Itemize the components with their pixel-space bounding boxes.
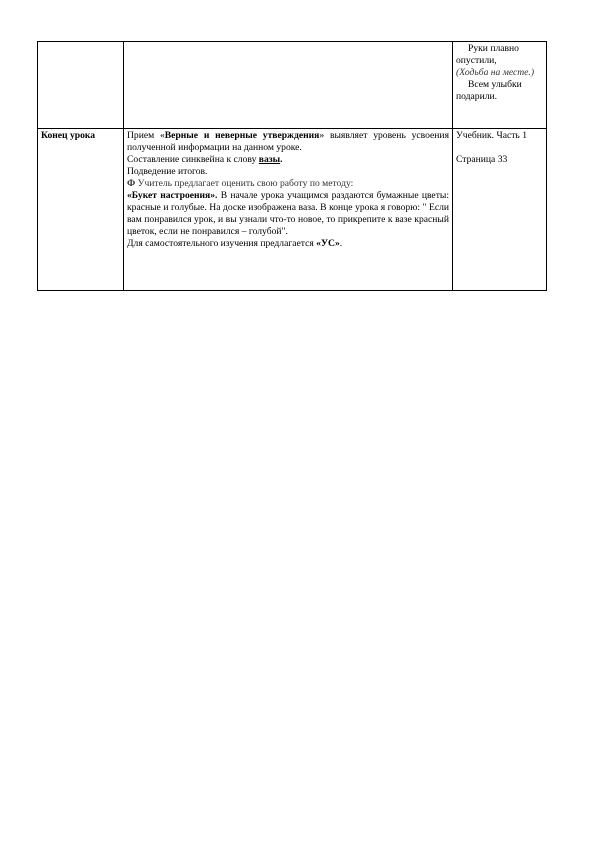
stage-label: Конец урока xyxy=(41,130,96,141)
resources-line-2: Страница 33 xyxy=(456,154,508,165)
content-paragraph-3: Подведение итогов. xyxy=(127,166,208,177)
content-paragraph-2 xyxy=(127,154,449,166)
content-p6a: Для самостоятельного изучения предлагается xyxy=(127,238,317,249)
stage-cell-empty xyxy=(38,42,124,129)
lesson-plan-table xyxy=(37,41,547,291)
content-p4a: Ф xyxy=(127,178,136,189)
resources-cell-exercise xyxy=(453,42,547,129)
content-p6c: . xyxy=(339,238,343,249)
content-p2b: вазы xyxy=(258,154,281,165)
exercise-line-2: (Ходьба на месте.) xyxy=(456,67,535,78)
content-p5b: В начале урока учащимся раздаются бумажные цветы: красные и голубые. На доске изображена ваза. В конце урока я говорю: " Если вам понравился урок, и вы узнали что-то новое, то прикрепите к вазе красный цветок, если не понравился – голубой". xyxy=(127,190,449,237)
content-p2a: Составление синквейна к слову xyxy=(127,154,259,165)
content-paragraph-1 xyxy=(127,130,449,154)
exercise-line-1: Руки плавно опустили, xyxy=(456,43,519,66)
resources-line-1: Учебник. Часть 1 xyxy=(456,130,527,141)
resources-cell xyxy=(453,129,547,291)
content-p1b: Верные и неверные утверждения xyxy=(164,130,320,141)
content-paragraph-5 xyxy=(127,190,449,238)
content-p6b: «УС» xyxy=(316,238,340,249)
stage-cell xyxy=(38,129,124,291)
resources-spacer xyxy=(456,142,543,154)
exercise-line-3: Всем улыбки подарили. xyxy=(456,79,522,102)
table-row xyxy=(38,129,547,291)
table-row xyxy=(38,42,547,129)
content-p1c: » выявляет уровень усвоения полученной информации на данном уроке. xyxy=(127,130,449,153)
content-p5a: «Букет настроения». xyxy=(127,190,218,201)
content-paragraph-6 xyxy=(127,238,449,250)
content-cell xyxy=(124,129,453,291)
content-cell-empty xyxy=(124,42,453,129)
content-p1a: Прием « xyxy=(127,130,165,141)
content-paragraph-4 xyxy=(127,178,449,190)
content-p2c: . xyxy=(280,154,283,165)
content-p4b: Учитель предлагает оценить свою работу по методу: xyxy=(135,178,354,189)
